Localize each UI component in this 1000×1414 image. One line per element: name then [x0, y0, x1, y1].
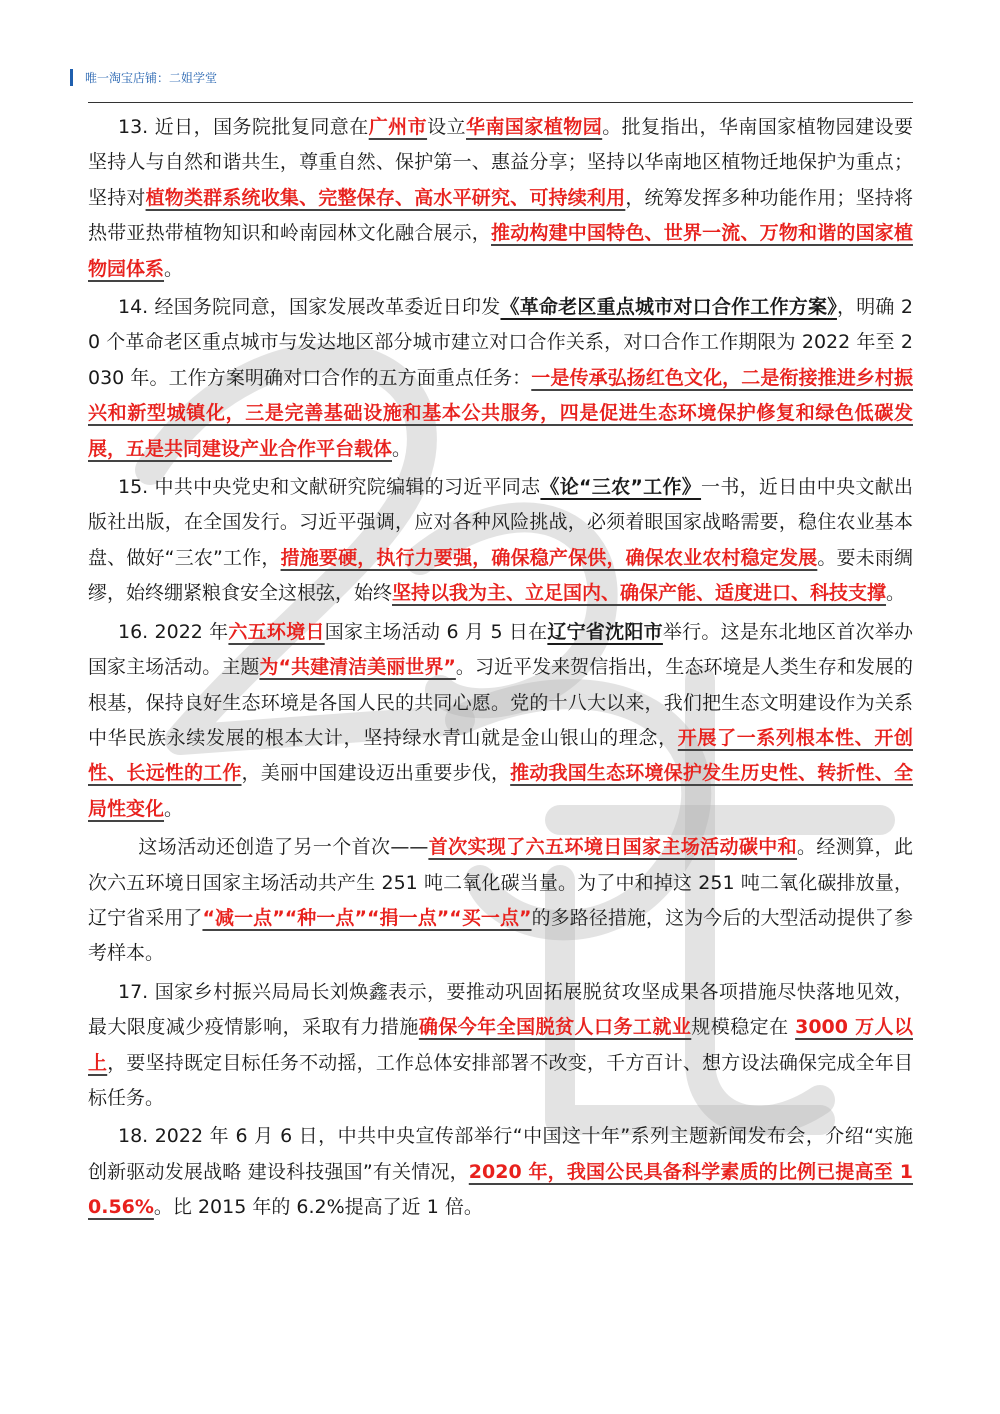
highlighted-key-phrase: 开展了一系列根本性、开创性、长远性的工作	[88, 726, 913, 785]
text-run: 。	[886, 582, 906, 605]
highlighted-key-phrase: 坚持以我为主、立足国内、确保产能、适度进口、科技支撑	[392, 582, 887, 605]
bold-underlined-phrase: 辽宁省沈阳市	[547, 620, 663, 643]
text-run: 。比 2015 年的 6.2%提高了近 1 倍。	[153, 1196, 483, 1219]
text-run: ，明确 20 个革命老区重点城市与发达地区部分城市建立对口合作关系，对口合作工作期限为 2022 年至 2030 年。工作方案明确对口合作的五方面重点任务：	[88, 296, 913, 389]
paragraph-p16b	[88, 830, 913, 972]
text-run: 国家主场活动 6 月 5 日在	[324, 620, 548, 643]
paragraph-p17	[88, 975, 913, 1117]
text-run: 。	[164, 257, 184, 280]
text-run: 。要未雨绸缪，始终绷紧粮食安全这根弦，始终	[88, 546, 913, 605]
paragraph-p14	[88, 290, 913, 467]
text-run: 17. 国家乡村振兴局局长刘焕鑫表示，要推动巩固拓展脱贫攻坚成果各项措施尽快落地见效，最大限度减少疫情影响，采取有力措施	[88, 980, 913, 1039]
paragraph-p18	[88, 1119, 913, 1225]
text-run: 14. 经国务院同意，国家发展改革委近日印发	[118, 296, 501, 319]
text-run: 。经测算，此次六五环境日国家主场活动共产生 251 吨二氧化碳当量。为了中和掉这 251 吨二氧化碳排放量，辽宁省采用了	[88, 836, 913, 929]
text-run: 举行。这是东北地区首次举办国家主场活动。主题	[88, 620, 913, 679]
header-divider	[88, 102, 913, 103]
highlighted-key-phrase: 推动构建中国特色、世界一流、万物和谐的国家植物园体系	[88, 222, 913, 280]
paragraph-p13	[88, 110, 913, 287]
text-run: 一书，近日由中央文献出版社出版，在全国发行。习近平强调，应对各种风险挑战，必须着眼国家战略需要，稳住农业基本盘、做好“三农”工作，	[88, 476, 913, 569]
text-run: 15. 中共中央党史和文献研究院编辑的习近平同志	[118, 476, 541, 499]
page-header	[70, 68, 217, 86]
highlighted-key-phrase: 推动我国生态环境保护发生历史性、转折性、全局性变化	[88, 762, 913, 820]
text-run: 16. 2022 年	[118, 620, 229, 643]
text-run: 这场活动还创造了另一个首次——	[138, 836, 429, 859]
highlighted-key-phrase: 确保今年全国脱贫人口务工就业	[418, 1016, 692, 1039]
highlighted-key-phrase: 3000 万人以上	[88, 1016, 913, 1074]
bold-underlined-phrase: 《革命老区重点城市对口合作工作方案》	[500, 296, 837, 319]
bold-underlined-phrase: 《论“三农”工作》	[540, 476, 702, 499]
text-run: 规模稳定在	[691, 1016, 796, 1039]
highlighted-key-phrase: 植物类群系统收集、完整保存、高水平研究、可持续利用	[145, 186, 626, 209]
highlighted-key-phrase: 为“共建清洁美丽世界”	[259, 656, 456, 679]
text-run: ，要坚持既定目标任务不动摇，工作总体安排部署不改变，千方百计、想方设法确保完成全年目标任务。	[88, 1051, 913, 1109]
highlighted-key-phrase: 六五环境日	[228, 620, 325, 643]
header-accent-bar	[70, 69, 73, 86]
highlighted-key-phrase: 2020 年，我国公民具备科学素质的比例已提高至 10.56%	[88, 1160, 913, 1219]
highlighted-key-phrase: 华南国家植物园	[466, 116, 603, 138]
text-run: 。习近平发来贺信指出，生态环境是人类生存和发展的根基，保持良好生态环境是各国人民的共同心愿。党的十八大以来，我们把生态文明建设作为关系中华民族永续发展的根本大计，坚持绿水青山就是金山银山的理念，	[88, 656, 913, 749]
text-run: 13. 近日，国务院批复同意在	[118, 116, 369, 138]
highlighted-key-phrase: 首次实现了六五环境日国家主场活动碳中和	[428, 836, 798, 859]
paragraph-p16	[88, 615, 913, 827]
shop-label: 唯一淘宝店铺：二姐学堂	[85, 70, 218, 85]
highlighted-key-phrase: 一是传承弘扬红色文化，二是衔接推进乡村振兴和新型城镇化，三是完善基础设施和基本公共服务，四是促进生态环境保护修复和绿色低碳发展，五是共同建设产业合作平台载体	[88, 366, 913, 460]
text-run: 。批复指出，华南国家植物园建设要坚持人与自然和谐共生，尊重自然、保护第一、惠益分享；坚持以华南地区植物迁地保护为重点；坚持对	[88, 116, 913, 209]
document-body	[88, 110, 913, 1229]
text-run: 。	[392, 437, 412, 460]
text-run: 的多路径措施，这为今后的大型活动提供了参考样本。	[88, 906, 913, 965]
text-run: 18. 2022 年 6 月 6 日，中共中央宣传部举行“中国这十年”系列主题新闻发布会，介绍“实施创新驱动发展战略 建设科技强国”有关情况，	[88, 1125, 913, 1183]
text-run: ，统筹发挥多种功能作用；坚持将热带亚热带植物知识和岭南园林文化融合展示，	[88, 186, 913, 245]
highlighted-key-phrase: “减一点”“种一点”“捐一点”“买一点”	[202, 906, 532, 929]
highlighted-key-phrase: 广州市	[368, 116, 428, 138]
text-run: ，美丽中国建设迈出重要步伐，	[241, 762, 511, 785]
text-run: 设立	[427, 116, 466, 138]
highlighted-key-phrase: 措施要硬，执行力要强，确保稳产保供，确保农业农村稳定发展	[280, 546, 818, 569]
text-run: 。	[164, 797, 184, 820]
paragraph-p15	[88, 470, 913, 612]
